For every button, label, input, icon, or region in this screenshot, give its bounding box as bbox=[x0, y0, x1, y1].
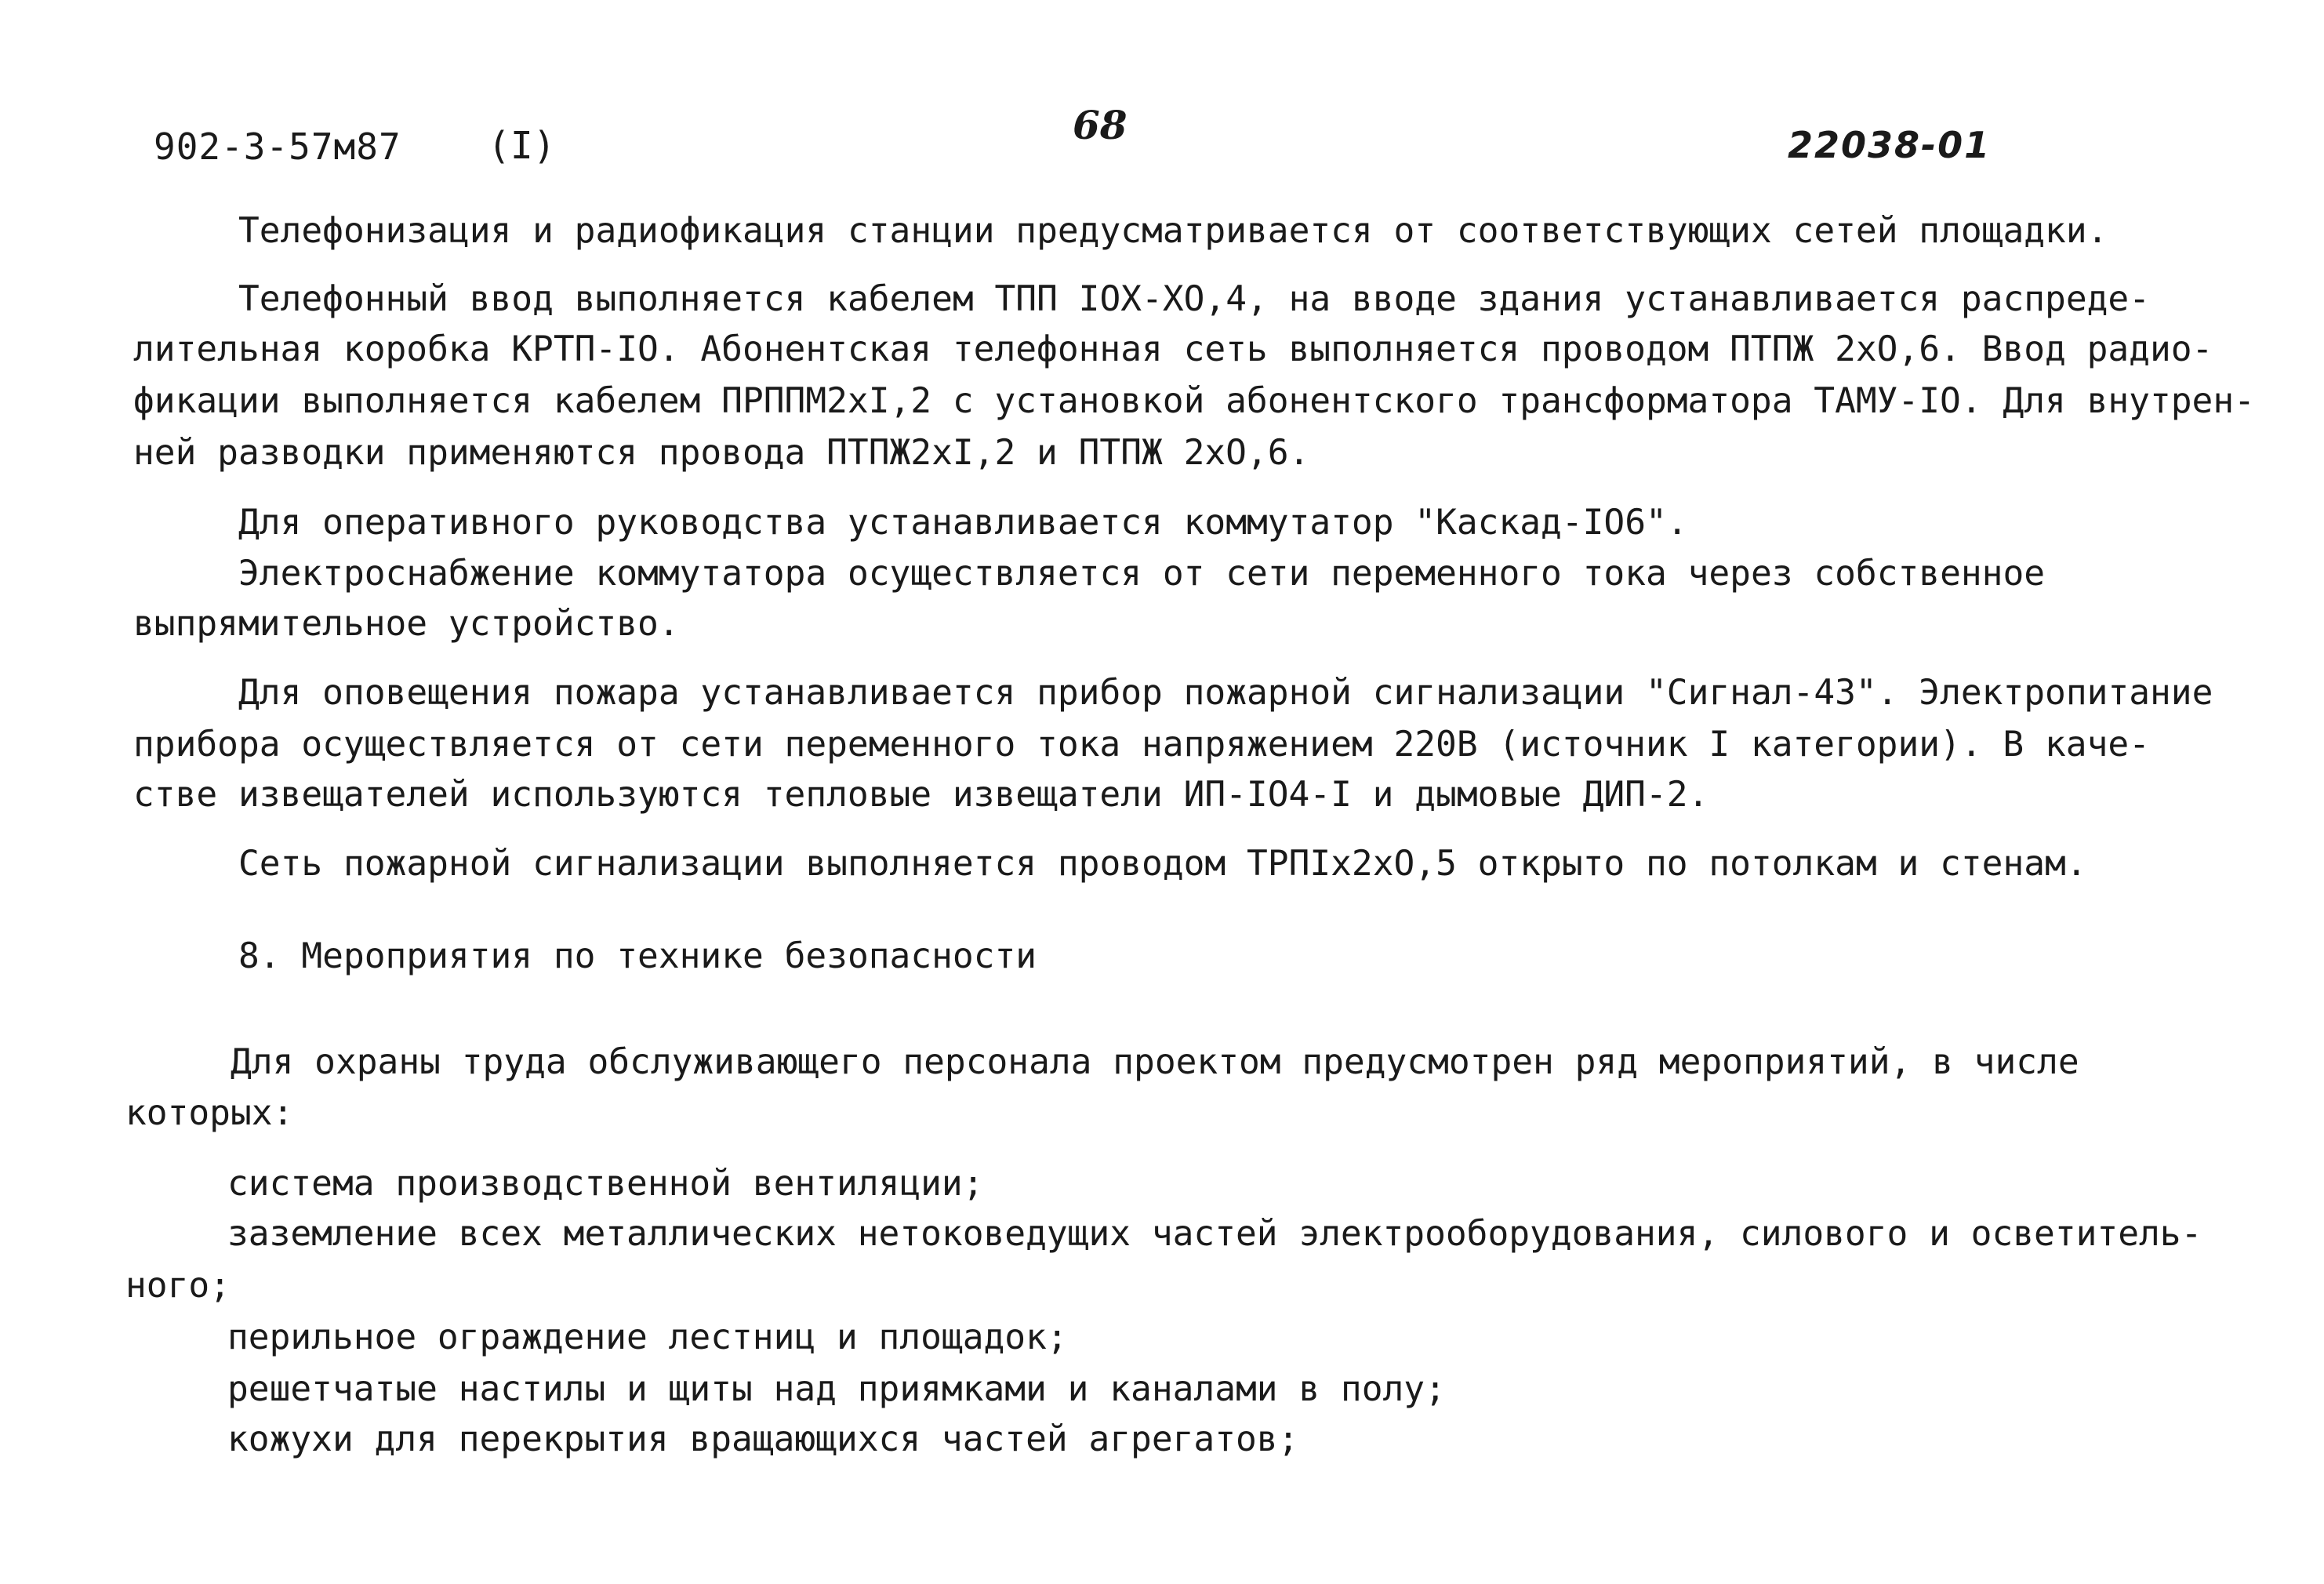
page-number: 68 bbox=[1073, 102, 1128, 148]
paragraph-safety-intro-line: Для охраны труда обслуживающего персонала проектом предусмотрен ряд мероприятий, в числе bbox=[231, 1042, 2079, 1082]
list-item: кожухи для перекрытия вращающихся частей агрегатов; bbox=[227, 1419, 1299, 1459]
list-item: система производственной вентиляции; bbox=[227, 1164, 984, 1204]
paragraph-telephone-input-line: Телефонный ввод выполняется кабелем ТПП IOX-XO,4, на вводе здания устанавливается распреде- bbox=[238, 279, 2151, 319]
paragraph-fire-alarm-line: стве извещателей используются тепловые извещатели ИП-IO4-I и дымовые ДИП-2. bbox=[133, 775, 1709, 815]
sheet-number: (I) bbox=[488, 124, 556, 168]
paragraph-telephony-line: Телефонизация и радиофикация станции предусматривается от соответствующих сетей площадки. bbox=[238, 211, 2108, 251]
paragraph-alarm-network-line: Сеть пожарной сигнализации выполняется проводом ТРПIх2хО,5 открыто по потолкам и стенам. bbox=[238, 844, 2087, 884]
section-heading: 8. Мероприятия по технике безопасности bbox=[238, 936, 1037, 976]
paragraph-switchboard-line: Для оперативного руководства устанавливается коммутатор "Каскад-IO6". bbox=[238, 503, 1688, 543]
paragraph-telephone-input-line: фикации выполняется кабелем ПРППМ2хI,2 с установкой абонентского трансформатора ТАМУ-IO. Для внутрен- bbox=[133, 381, 2255, 421]
inventory-number: 22038-01 bbox=[1788, 124, 1992, 166]
paragraph-fire-alarm-line: Для оповещения пожара устанавливается прибор пожарной сигнализации "Сигнал-43". Электропитание bbox=[238, 673, 2213, 713]
list-item: заземление всех металлических нетоковедущих частей электрооборудования, силового и осветитель- bbox=[227, 1214, 2202, 1254]
paragraph-fire-alarm-line: прибора осуществляется от сети переменного тока напряжением 220В (источник I категории). В каче- bbox=[133, 725, 2150, 765]
list-item: решетчатые настилы и щиты над приямками и каналами в полу; bbox=[227, 1369, 1446, 1409]
list-item: ного; bbox=[125, 1266, 231, 1306]
paragraph-telephone-input-line: ней разводки применяются провода ПТПЖ2хI,2 и ПТПЖ 2хО,6. bbox=[133, 433, 1310, 473]
paragraph-switchboard-line: Электроснабжение коммутатора осуществляется от сети переменного тока через собственное bbox=[238, 554, 2046, 594]
paragraph-switchboard-line: выпрямительное устройство. bbox=[133, 604, 680, 644]
paragraph-safety-intro-line: которых: bbox=[125, 1093, 294, 1133]
document-code: 902-3-57м87 bbox=[154, 125, 401, 168]
paragraph-telephone-input-line: лительная коробка КРТП-IO. Абонентская телефонная сеть выполняется проводом ПТПЖ 2хО,6. Ввод радио- bbox=[133, 329, 2213, 369]
list-item: перильное ограждение лестниц и площадок; bbox=[227, 1317, 1068, 1357]
